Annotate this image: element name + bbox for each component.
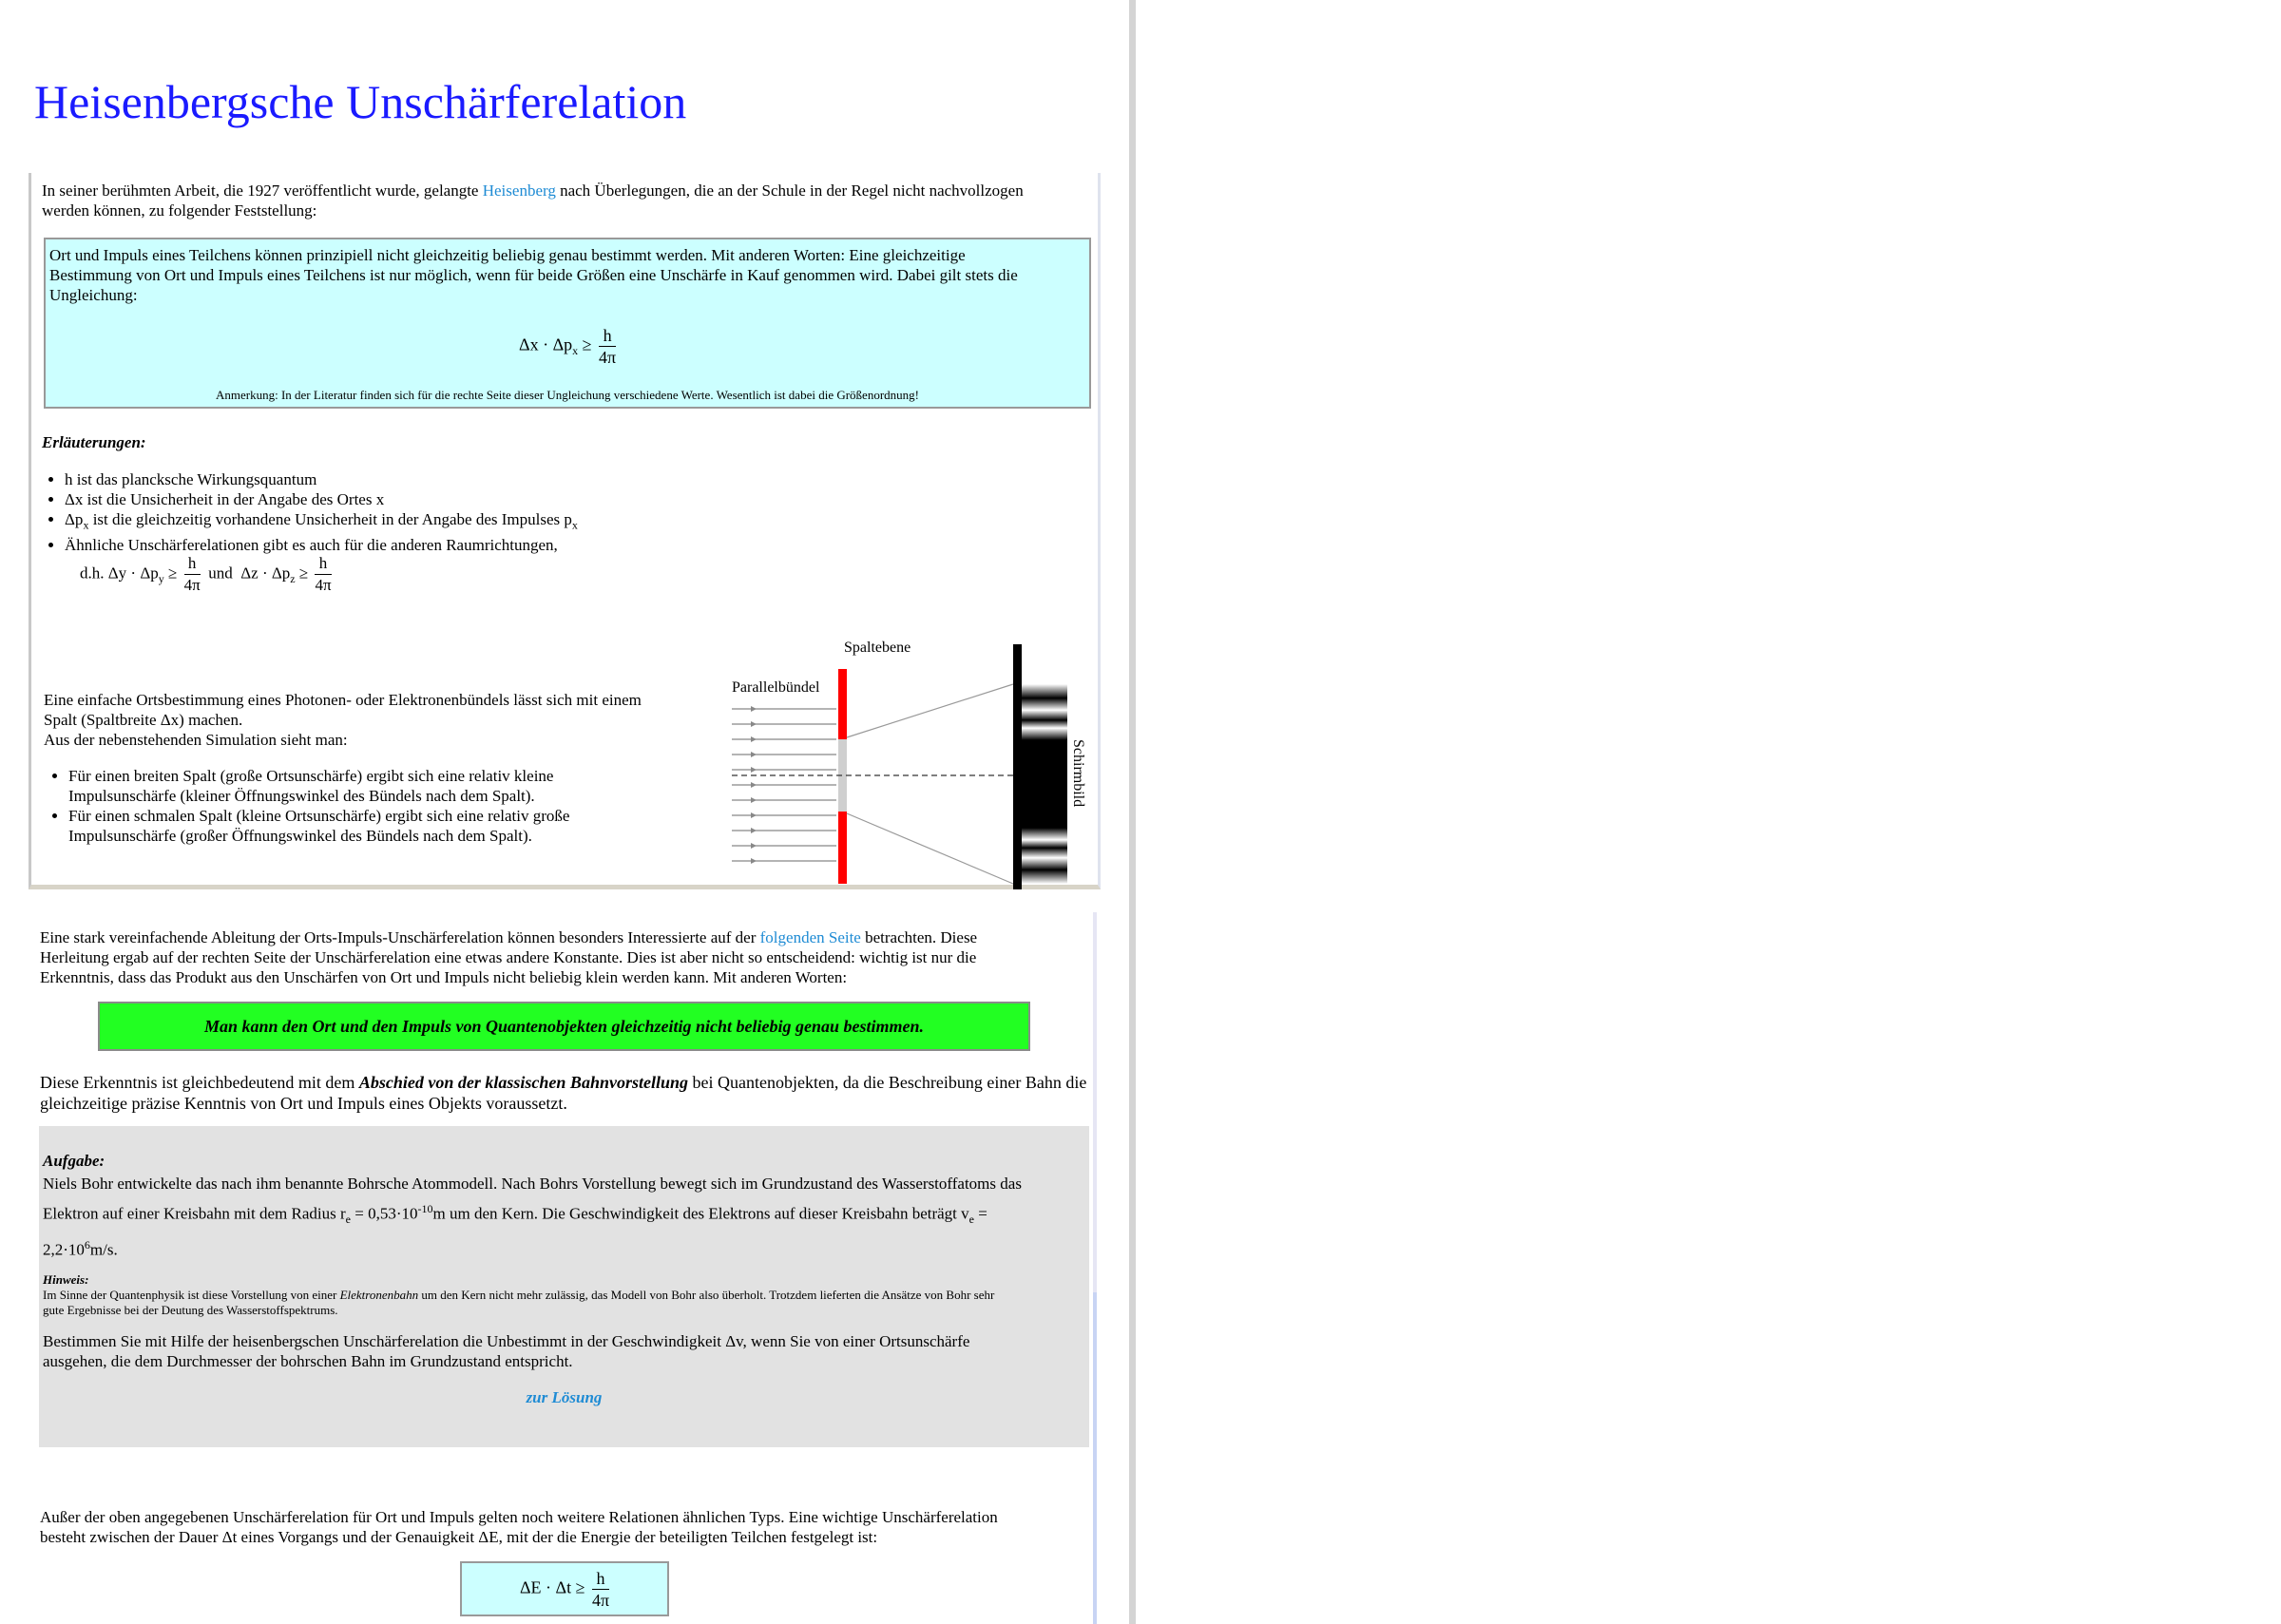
consequence-paragraph: Diese Erkenntnis ist gleichbedeutend mit dem Abschied von der klassischen Bahnvorstellung bei Quantenobjekten, da die Beschreibung einer Bahn die gleichzeitige präzise Kenntnis von Ort und Impuls eines Objekts voraussetzt. xyxy=(40,1073,1087,1113)
list-item: • Für einen breiten Spalt (große Ortsunschärfe) ergibt sich eine relativ kleine Impulsunschärfe (kleiner Öffnungswinkel des Bündels nach dem Spalt). xyxy=(68,766,724,806)
task-box xyxy=(39,1126,1089,1447)
list-item: • $\Delta p_x$ ist die gleichzeitig vorhandene Unsicherheit in der Angabe des Impulses $p_x$ xyxy=(65,509,578,535)
intro-text: In seiner berühmten Arbeit, die 1927 veröffentlicht wurde, gelangte xyxy=(42,182,483,200)
task-text: Niels Bohr entwickelte das nach ihm benannte Bohrsche Atommodell. Nach Bohrs Vorstellung bewegt sich im Grundzustand des Wasserstoffatoms das Elektron auf einer Kreisbahn mit dem Radius $r_e = 0,53\cdot 10^{-10}m$ um den Kern. Die Geschwindigkeit des Elektrons auf dieser Kreisbahn beträgt $v_e$ = $2,2\cdot 10^6m/s$. xyxy=(43,1175,1022,1259)
intro-text-cont: nach Überlegungen, die an der Schule in der Regel nicht nachvollzogen xyxy=(555,182,1024,200)
task-heading: Aufgabe: xyxy=(43,1152,105,1170)
heisenberg-link[interactable]: Heisenberg xyxy=(482,182,556,200)
solution-link[interactable]: zur Lösung xyxy=(526,1387,603,1406)
next-page-link[interactable]: folgenden Seite xyxy=(759,928,861,946)
position-momentum-formula: $\Delta x \cdot \Delta p_x$ ≥ $\frac{h}{4\pi}$ xyxy=(519,326,617,367)
window-divider xyxy=(1129,0,1136,1624)
energy-time-paragraph: Außer der oben angegebenen Unschärferelation für Ort und Impuls gelten noch weitere Relationen ähnlichen Typs. Eine wichtige Unschärferelation besteht zwischen der Dauer Δt eines Vorgangs und der Genauigkeit ΔE, mit der die Energie der beteiligten Teilchen festgelegt ist: xyxy=(40,1508,998,1546)
screen-label: Schirmbild xyxy=(1070,739,1086,808)
solution-link-wrap xyxy=(43,1388,1085,1407)
beam-edge-top xyxy=(847,684,1013,737)
slit-barrier-top xyxy=(838,669,847,739)
list-item: • h ist das plancksche Wirkungsquantum xyxy=(65,469,578,489)
beam-edge-bottom xyxy=(847,813,1013,884)
slit-barrier-bottom xyxy=(838,812,847,884)
energy-time-formula-box xyxy=(460,1561,669,1616)
parallel-beam-label: Parallelbündel xyxy=(732,679,820,696)
task-question: Bestimmen Sie mit Hilfe der heisenbergschen Unschärferelation die Unbestimmt in der Geschwindigkeit Δv, wenn Sie von einer Ortsunschärfe ausgehen, die dem Durchmesser der bohrschen Bahn im Grundzustand entspricht. xyxy=(43,1331,970,1370)
uncertainty-statement-box xyxy=(44,238,1091,409)
energy-time-formula: ΔE · Δt ≥ $\frac{h}{4\pi}$ xyxy=(519,1568,610,1610)
hint-heading: Hinweis: xyxy=(43,1271,89,1287)
beam-arrowheads xyxy=(751,706,757,864)
intro-paragraph xyxy=(42,181,1097,220)
statement-note: Anmerkung: In der Literatur finden sich für die rechte Seite dieser Ungleichung verschiedene Werte. Wesentlich ist dabei die Größenordnung! xyxy=(216,388,919,402)
slit-simulation[interactable] xyxy=(722,635,1102,889)
interference-pattern xyxy=(1022,684,1067,884)
slit-description: Eine einfache Ortsbestimmung eines Photonen- oder Elektronenbündels lässt sich mit einem Spalt (Spaltbreite Δx) machen. Aus der nebenstehenden Simulation sieht man: xyxy=(44,691,642,749)
fraction: $\frac{h}{4\pi}$ xyxy=(599,326,617,367)
beam-arrows xyxy=(732,709,836,861)
derivation-paragraph: Eine stark vereinfachende Ableitung der Orts-Impuls-Unschärferelation können besonders Interessierte auf der folgenden Seite betrachten. Diese Herleitung ergab auf der rechten Seite der Unschärferelation eine etwas andere Konstante. Dies ist aber nicht so entscheidend: wichtig ist nur die Erkenntnis, dass das Produkt aus den Unschärfen von Ort und Impuls nicht beliebig klein werden kann. Mit anderen Worten: xyxy=(40,928,978,986)
list-item: • Δx ist die Unsicherheit in der Angabe des Ortes x xyxy=(65,489,578,509)
intro-text-line2: werden können, zu folgender Feststellung: xyxy=(42,201,317,220)
statement-text: Ort und Impuls eines Teilchens können prinzipiell nicht gleichzeitig beliebig genau bestimmt werden. Mit anderen Worten: Eine gleichzeitige Bestimmung von Ort und Impuls eines Teilchens ist nur möglich, wenn für beide Größen eine Unschärfe in Kauf genommen wird. Dabei gilt stets die Ungleichung: xyxy=(49,246,1018,304)
key-statement-box: Man kann den Ort und den Impuls von Quantenobjekten gleichzeitig nicht beliebig genau bestimmen. xyxy=(98,1002,1030,1051)
page-title: Heisenbergsche Unschärferelation xyxy=(34,75,687,128)
explanations-list xyxy=(27,469,578,555)
explanations-heading: Erläuterungen: xyxy=(42,433,146,451)
slit-plane-label: Spaltebene xyxy=(844,640,911,656)
list-item: • Für einen schmalen Spalt (kleine Ortsunschärfe) ergibt sich eine relativ große Impulsunschärfe (großer Öffnungswinkel des Bündels nach dem Spalt). xyxy=(68,806,724,846)
other-directions-formula: d.h. $\Delta y \cdot \Delta p_y$ ≥ $\frac{h}{4\pi}$ und $\Delta z \cdot \Delta p_z$ ≥ $\frac{h}{4\pi}$ xyxy=(80,554,332,594)
slit-observations xyxy=(30,766,724,846)
list-item: • Ähnliche Unschärferelationen gibt es auch für die anderen Raumrichtungen, xyxy=(65,535,578,555)
scrollbar-track[interactable] xyxy=(1093,1292,1097,1624)
hint-text: Im Sinne der Quantenphysik ist diese Vorstellung von einer Elektronenbahn um den Kern nicht mehr zulässig, das Modell von Bohr also überholt. Trotzdem lieferten die Ansätze von Bohr sehr gute Ergebnisse bei der Deutung des Wasserstoffspektrums. xyxy=(43,1287,995,1317)
screen xyxy=(1013,644,1022,889)
